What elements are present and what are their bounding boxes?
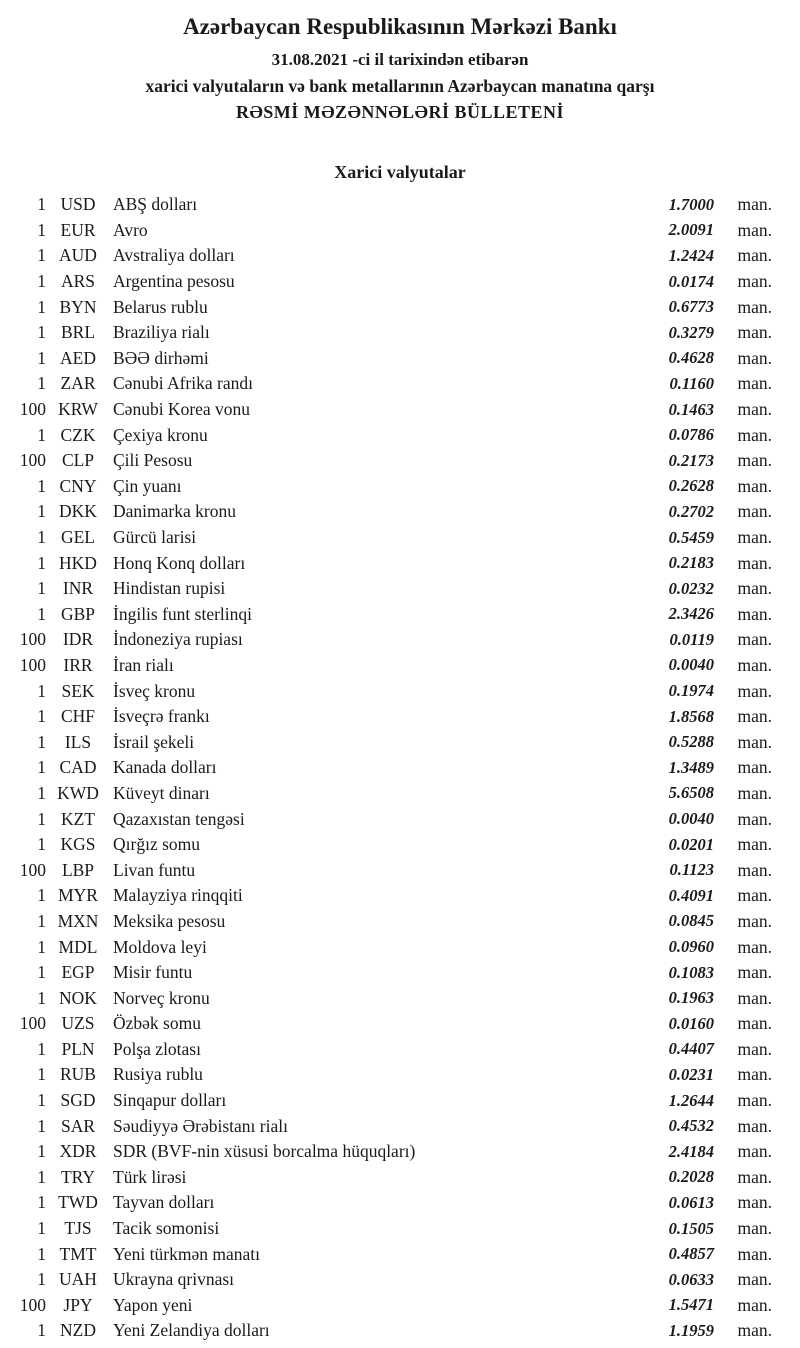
qty-cell: 100 xyxy=(19,1013,46,1034)
currency-code-cell: UAH xyxy=(59,1269,97,1290)
currency-code-cell: AUD xyxy=(59,245,97,266)
rate-value-cell: 0.1963 xyxy=(668,988,714,1008)
qty-cell: 1 xyxy=(37,706,46,727)
currency-name-cell: İngilis funt sterlinqi xyxy=(113,603,253,624)
rate-value-cell: 0.6773 xyxy=(668,297,714,317)
rates-table xyxy=(0,192,800,1344)
unit-cell: man. xyxy=(737,373,772,394)
rate-row xyxy=(0,1318,772,1344)
rate-row xyxy=(0,320,772,346)
unit-cell: man. xyxy=(737,501,772,522)
currency-code-cell: UZS xyxy=(61,1013,95,1034)
qty-cell: 100 xyxy=(19,1294,46,1315)
currency-code-cell: IRR xyxy=(63,654,93,675)
currency-code-cell: ARS xyxy=(60,271,96,292)
currency-name-cell: Danimarka kronu xyxy=(113,501,236,522)
unit-cell: man. xyxy=(737,1115,772,1136)
rate-value-cell: 2.4184 xyxy=(668,1141,714,1161)
currency-name-cell: Norveç kronu xyxy=(113,987,210,1008)
rate-value-cell: 0.4532 xyxy=(668,1116,714,1136)
currency-name-cell: Avstraliya dolları xyxy=(113,245,235,266)
qty-cell: 1 xyxy=(37,552,46,573)
currency-code-cell: EUR xyxy=(60,219,96,240)
rate-row xyxy=(0,371,772,397)
rate-value-cell: 0.1974 xyxy=(668,681,714,701)
currency-code-cell: CHF xyxy=(60,706,96,727)
currency-code-cell: KGS xyxy=(60,834,96,855)
qty-cell: 100 xyxy=(19,450,46,471)
currency-code-cell: CNY xyxy=(59,475,97,496)
unit-cell: man. xyxy=(737,1013,772,1034)
unit-cell: man. xyxy=(737,782,772,803)
currency-code-cell: JPY xyxy=(63,1294,93,1315)
rate-value-cell: 0.0232 xyxy=(668,578,714,598)
qty-cell: 1 xyxy=(37,271,46,292)
qty-cell: 1 xyxy=(37,1320,46,1341)
unit-cell: man. xyxy=(737,424,772,445)
rate-value-cell: 0.2702 xyxy=(668,501,714,521)
unit-cell: man. xyxy=(737,1064,772,1085)
rate-row xyxy=(0,243,772,269)
rate-row xyxy=(0,1267,772,1293)
unit-cell: man. xyxy=(737,194,772,215)
unit-cell: man. xyxy=(737,859,772,880)
currency-code-cell: TJS xyxy=(64,1218,92,1239)
currency-code-cell: TWD xyxy=(58,1192,98,1213)
rate-row xyxy=(0,1113,772,1139)
rate-row xyxy=(0,653,772,679)
rate-row xyxy=(0,294,772,320)
currency-code-cell: MDL xyxy=(58,936,98,957)
currency-name-cell: Hindistan rupisi xyxy=(113,578,226,599)
unit-cell: man. xyxy=(737,1218,772,1239)
currency-code-cell: GEL xyxy=(60,527,96,548)
currency-code-cell: INR xyxy=(62,578,94,599)
qty-cell: 100 xyxy=(19,629,46,650)
rate-value-cell: 0.0040 xyxy=(668,809,714,829)
qty-cell: 1 xyxy=(37,962,46,983)
currency-code-cell: KZT xyxy=(60,808,96,829)
currency-name-cell: Səudiyyə Ərəbistanı rialı xyxy=(113,1115,288,1136)
currency-name-cell: Moldova leyi xyxy=(113,936,207,957)
rate-row xyxy=(0,729,772,755)
currency-name-cell: Çexiya kronu xyxy=(113,424,208,445)
rate-row xyxy=(0,781,772,807)
currency-name-cell: Yapon yeni xyxy=(113,1294,193,1315)
rate-row xyxy=(0,218,772,244)
qty-cell: 1 xyxy=(37,936,46,957)
unit-cell: man. xyxy=(737,271,772,292)
currency-code-cell: RUB xyxy=(60,1064,96,1085)
qty-cell: 1 xyxy=(37,1090,46,1111)
rate-value-cell: 0.2183 xyxy=(668,553,714,573)
currency-code-cell: IDR xyxy=(62,629,94,650)
rate-value-cell: 0.1083 xyxy=(668,962,714,982)
rate-row xyxy=(0,269,772,295)
subtitle-line: xarici valyutaların və bank metallarının Azərbaycan manatına qarşı xyxy=(145,76,655,96)
rate-row xyxy=(0,602,772,628)
rate-row xyxy=(0,909,772,935)
qty-cell: 1 xyxy=(37,373,46,394)
rate-value-cell: 0.1123 xyxy=(669,860,714,880)
unit-cell: man. xyxy=(737,552,772,573)
currency-name-cell: Ukrayna qrivnası xyxy=(113,1269,235,1290)
section-title-foreign-currencies: Xarici valyutalar xyxy=(334,162,466,182)
qty-cell: 1 xyxy=(37,680,46,701)
unit-cell: man. xyxy=(737,757,772,778)
currency-code-cell: LBP xyxy=(61,859,95,880)
currency-code-cell: EGP xyxy=(61,962,95,983)
unit-cell: man. xyxy=(737,1166,772,1187)
currency-name-cell: Rusiya rublu xyxy=(113,1064,203,1085)
rate-row xyxy=(0,883,772,909)
currency-code-cell: USD xyxy=(60,194,96,215)
rate-value-cell: 0.0174 xyxy=(668,271,714,291)
currency-name-cell: Cənubi Korea vonu xyxy=(113,399,251,420)
rate-value-cell: 0.0633 xyxy=(668,1269,714,1289)
rate-row xyxy=(0,960,772,986)
rate-value-cell: 0.4407 xyxy=(668,1039,714,1059)
rate-value-cell: 0.0613 xyxy=(668,1192,714,1212)
qty-cell: 1 xyxy=(37,245,46,266)
currency-name-cell: Misir funtu xyxy=(113,962,193,983)
currency-code-cell: SEK xyxy=(61,680,95,701)
unit-cell: man. xyxy=(737,322,772,343)
rate-row xyxy=(0,525,772,551)
rate-value-cell: 1.7000 xyxy=(668,194,714,214)
rate-row xyxy=(0,857,772,883)
currency-name-cell: Özbək somu xyxy=(113,1013,201,1034)
rate-value-cell: 0.0845 xyxy=(668,911,714,931)
currency-name-cell: Küveyt dinarı xyxy=(113,782,210,803)
qty-cell: 1 xyxy=(37,527,46,548)
rate-row xyxy=(0,1216,772,1242)
rate-row xyxy=(0,678,772,704)
rate-row xyxy=(0,755,772,781)
currency-name-cell: Argentina pesosu xyxy=(113,271,235,292)
rate-row xyxy=(0,192,772,218)
currency-name-cell: Cənubi Afrika randı xyxy=(113,373,253,394)
unit-cell: man. xyxy=(737,654,772,675)
unit-cell: man. xyxy=(737,1269,772,1290)
rate-row xyxy=(0,346,772,372)
currency-code-cell: MXN xyxy=(57,910,99,931)
qty-cell: 1 xyxy=(37,347,46,368)
qty-cell: 1 xyxy=(37,322,46,343)
currency-name-cell: Avro xyxy=(113,219,148,240)
rate-row xyxy=(0,627,772,653)
currency-name-cell: Yeni Zelandiya dolları xyxy=(113,1320,270,1341)
unit-cell: man. xyxy=(737,962,772,983)
currency-code-cell: CLP xyxy=(61,450,95,471)
qty-cell: 1 xyxy=(37,1192,46,1213)
currency-name-cell: Braziliya rialı xyxy=(113,322,210,343)
qty-cell: 1 xyxy=(37,885,46,906)
currency-code-cell: ZAR xyxy=(60,373,96,394)
bulletin-title: RƏSMİ MƏZƏNNƏLƏRİ BÜLLETENİ xyxy=(235,102,565,122)
rate-value-cell: 1.8568 xyxy=(668,706,714,726)
qty-cell: 1 xyxy=(37,757,46,778)
qty-cell: 1 xyxy=(37,1166,46,1187)
unit-cell: man. xyxy=(737,399,772,420)
bank-title: Azərbaycan Respublikasının Mərkəzi Bankı xyxy=(183,14,617,39)
unit-cell: man. xyxy=(737,885,772,906)
unit-cell: man. xyxy=(737,731,772,752)
currency-code-cell: ILS xyxy=(64,731,92,752)
rate-row xyxy=(0,1088,772,1114)
qty-cell: 1 xyxy=(37,782,46,803)
qty-cell: 1 xyxy=(37,834,46,855)
qty-cell: 1 xyxy=(37,603,46,624)
qty-cell: 1 xyxy=(37,808,46,829)
rate-value-cell: 0.2173 xyxy=(668,450,714,470)
rate-row xyxy=(0,1011,772,1037)
unit-cell: man. xyxy=(737,1294,772,1315)
qty-cell: 1 xyxy=(37,987,46,1008)
rate-value-cell: 0.2628 xyxy=(668,476,714,496)
qty-cell: 1 xyxy=(37,501,46,522)
unit-cell: man. xyxy=(737,1320,772,1341)
qty-cell: 1 xyxy=(37,910,46,931)
currency-code-cell: CZK xyxy=(60,424,96,445)
unit-cell: man. xyxy=(737,296,772,317)
currency-code-cell: AED xyxy=(60,347,96,368)
qty-cell: 1 xyxy=(37,296,46,317)
currency-code-cell: XDR xyxy=(59,1141,97,1162)
unit-cell: man. xyxy=(737,1090,772,1111)
rate-row xyxy=(0,1241,772,1267)
rate-value-cell: 5.6508 xyxy=(668,783,714,803)
unit-cell: man. xyxy=(737,1243,772,1264)
rate-value-cell: 0.0231 xyxy=(668,1064,714,1084)
currency-code-cell: CAD xyxy=(59,757,97,778)
qty-cell: 1 xyxy=(37,1141,46,1162)
currency-code-cell: MYR xyxy=(58,885,98,906)
currency-code-cell: NZD xyxy=(60,1320,96,1341)
unit-cell: man. xyxy=(737,834,772,855)
currency-name-cell: Belarus rublu xyxy=(113,296,208,317)
unit-cell: man. xyxy=(737,629,772,650)
unit-cell: man. xyxy=(737,680,772,701)
rate-value-cell: 0.4628 xyxy=(668,348,714,368)
rate-row xyxy=(0,422,772,448)
rate-row xyxy=(0,576,772,602)
qty-cell: 1 xyxy=(37,1064,46,1085)
currency-name-cell: Kanada dolları xyxy=(113,757,217,778)
currency-name-cell: İsveçrə frankı xyxy=(113,706,210,727)
rate-value-cell: 1.1959 xyxy=(668,1320,714,1340)
effective-date-line: 31.08.2021 -ci il tarixindən etibarən xyxy=(271,50,529,69)
currency-name-cell: Gürcü larisi xyxy=(113,527,197,548)
rate-value-cell: 0.4857 xyxy=(668,1244,714,1264)
unit-cell: man. xyxy=(737,527,772,548)
rate-value-cell: 1.2644 xyxy=(668,1090,714,1110)
currency-name-cell: Tayvan dolları xyxy=(113,1192,215,1213)
unit-cell: man. xyxy=(737,808,772,829)
rate-row xyxy=(0,397,772,423)
rate-row xyxy=(0,448,772,474)
unit-cell: man. xyxy=(737,578,772,599)
rate-row xyxy=(0,704,772,730)
currency-code-cell: KRW xyxy=(58,399,98,420)
currency-code-cell: DKK xyxy=(59,501,97,522)
currency-name-cell: İran rialı xyxy=(113,654,174,675)
qty-cell: 100 xyxy=(19,859,46,880)
currency-name-cell: Honq Konq dolları xyxy=(113,552,246,573)
bulletin-header xyxy=(0,0,800,124)
currency-name-cell: BƏƏ dirhəmi xyxy=(113,347,209,368)
currency-name-cell: Polşa zlotası xyxy=(113,1038,201,1059)
qty-cell: 1 xyxy=(37,424,46,445)
rate-value-cell: 0.2028 xyxy=(668,1167,714,1187)
currency-code-cell: GBP xyxy=(60,603,96,624)
qty-cell: 1 xyxy=(37,194,46,215)
currency-name-cell: Qırğız somu xyxy=(113,834,201,855)
rate-value-cell: 0.1160 xyxy=(669,373,714,393)
unit-cell: man. xyxy=(737,1141,772,1162)
unit-cell: man. xyxy=(737,475,772,496)
unit-cell: man. xyxy=(737,1038,772,1059)
rate-row xyxy=(0,550,772,576)
qty-cell: 1 xyxy=(37,1218,46,1239)
unit-cell: man. xyxy=(737,245,772,266)
currency-name-cell: Qazaxıstan tengəsi xyxy=(113,808,245,829)
unit-cell: man. xyxy=(737,603,772,624)
currency-code-cell: BRL xyxy=(60,322,96,343)
currency-name-cell: Türk lirəsi xyxy=(113,1166,187,1187)
qty-cell: 1 xyxy=(37,578,46,599)
rate-row xyxy=(0,1190,772,1216)
currency-code-cell: BYN xyxy=(59,296,97,317)
unit-cell: man. xyxy=(737,347,772,368)
currency-name-cell: Malayziya rinqqiti xyxy=(113,885,243,906)
rate-value-cell: 2.0091 xyxy=(668,220,714,240)
rate-row xyxy=(0,832,772,858)
currency-name-cell: SDR (BVF-nin xüsusi borcalma hüquqları) xyxy=(113,1141,416,1162)
rate-value-cell: 2.3426 xyxy=(668,604,714,624)
currency-name-cell: Meksika pesosu xyxy=(113,910,226,931)
rate-value-cell: 0.5288 xyxy=(668,732,714,752)
rate-value-cell: 0.0201 xyxy=(668,834,714,854)
rate-row xyxy=(0,499,772,525)
unit-cell: man. xyxy=(737,219,772,240)
currency-code-cell: TMT xyxy=(59,1243,97,1264)
unit-cell: man. xyxy=(737,910,772,931)
rate-value-cell: 0.0119 xyxy=(669,629,714,649)
unit-cell: man. xyxy=(737,706,772,727)
qty-cell: 100 xyxy=(19,399,46,420)
rate-row xyxy=(0,1139,772,1165)
currency-code-cell: KWD xyxy=(57,782,99,803)
rate-row xyxy=(0,985,772,1011)
rate-row xyxy=(0,1062,772,1088)
unit-cell: man. xyxy=(737,987,772,1008)
rate-value-cell: 1.3489 xyxy=(668,757,714,777)
currency-code-cell: PLN xyxy=(61,1038,95,1059)
currency-code-cell: HKD xyxy=(59,552,97,573)
rate-value-cell: 0.1505 xyxy=(668,1218,714,1238)
currency-name-cell: Yeni türkmən manatı xyxy=(113,1243,260,1264)
rate-value-cell: 0.0960 xyxy=(668,937,714,957)
rate-row xyxy=(0,474,772,500)
currency-code-cell: SAR xyxy=(60,1115,96,1136)
rate-value-cell: 1.5471 xyxy=(668,1295,714,1315)
qty-cell: 1 xyxy=(37,731,46,752)
rate-row xyxy=(0,806,772,832)
currency-name-cell: Sinqapur dolları xyxy=(113,1090,227,1111)
qty-cell: 1 xyxy=(37,1115,46,1136)
currency-name-cell: Tacik somonisi xyxy=(113,1218,220,1239)
currency-code-cell: NOK xyxy=(59,987,97,1008)
rate-value-cell: 0.5459 xyxy=(668,527,714,547)
qty-cell: 1 xyxy=(37,1269,46,1290)
qty-cell: 100 xyxy=(19,654,46,675)
currency-name-cell: İsveç kronu xyxy=(113,680,196,701)
unit-cell: man. xyxy=(737,450,772,471)
rate-value-cell: 0.4091 xyxy=(668,885,714,905)
unit-cell: man. xyxy=(737,936,772,957)
qty-cell: 1 xyxy=(37,1243,46,1264)
rate-row xyxy=(0,1293,772,1319)
currency-code-cell: TRY xyxy=(60,1166,96,1187)
rate-value-cell: 0.0786 xyxy=(668,425,714,445)
currency-name-cell: Çili Pesosu xyxy=(113,450,193,471)
qty-cell: 1 xyxy=(37,1038,46,1059)
rate-value-cell: 0.3279 xyxy=(668,322,714,342)
rate-value-cell: 1.2424 xyxy=(668,245,714,265)
currency-code-cell: SGD xyxy=(60,1090,96,1111)
rate-value-cell: 0.0160 xyxy=(668,1013,714,1033)
currency-name-cell: Livan funtu xyxy=(113,859,196,880)
rate-value-cell: 0.1463 xyxy=(668,399,714,419)
rate-row xyxy=(0,1037,772,1063)
rate-row xyxy=(0,1165,772,1191)
qty-cell: 1 xyxy=(37,475,46,496)
currency-name-cell: ABŞ dolları xyxy=(113,194,198,215)
currency-name-cell: Çin yuanı xyxy=(113,475,182,496)
currency-name-cell: İndoneziya rupiası xyxy=(113,629,243,650)
rate-row xyxy=(0,934,772,960)
unit-cell: man. xyxy=(737,1192,772,1213)
rate-value-cell: 0.0040 xyxy=(668,655,714,675)
qty-cell: 1 xyxy=(37,219,46,240)
currency-name-cell: İsrail şekeli xyxy=(113,731,195,752)
